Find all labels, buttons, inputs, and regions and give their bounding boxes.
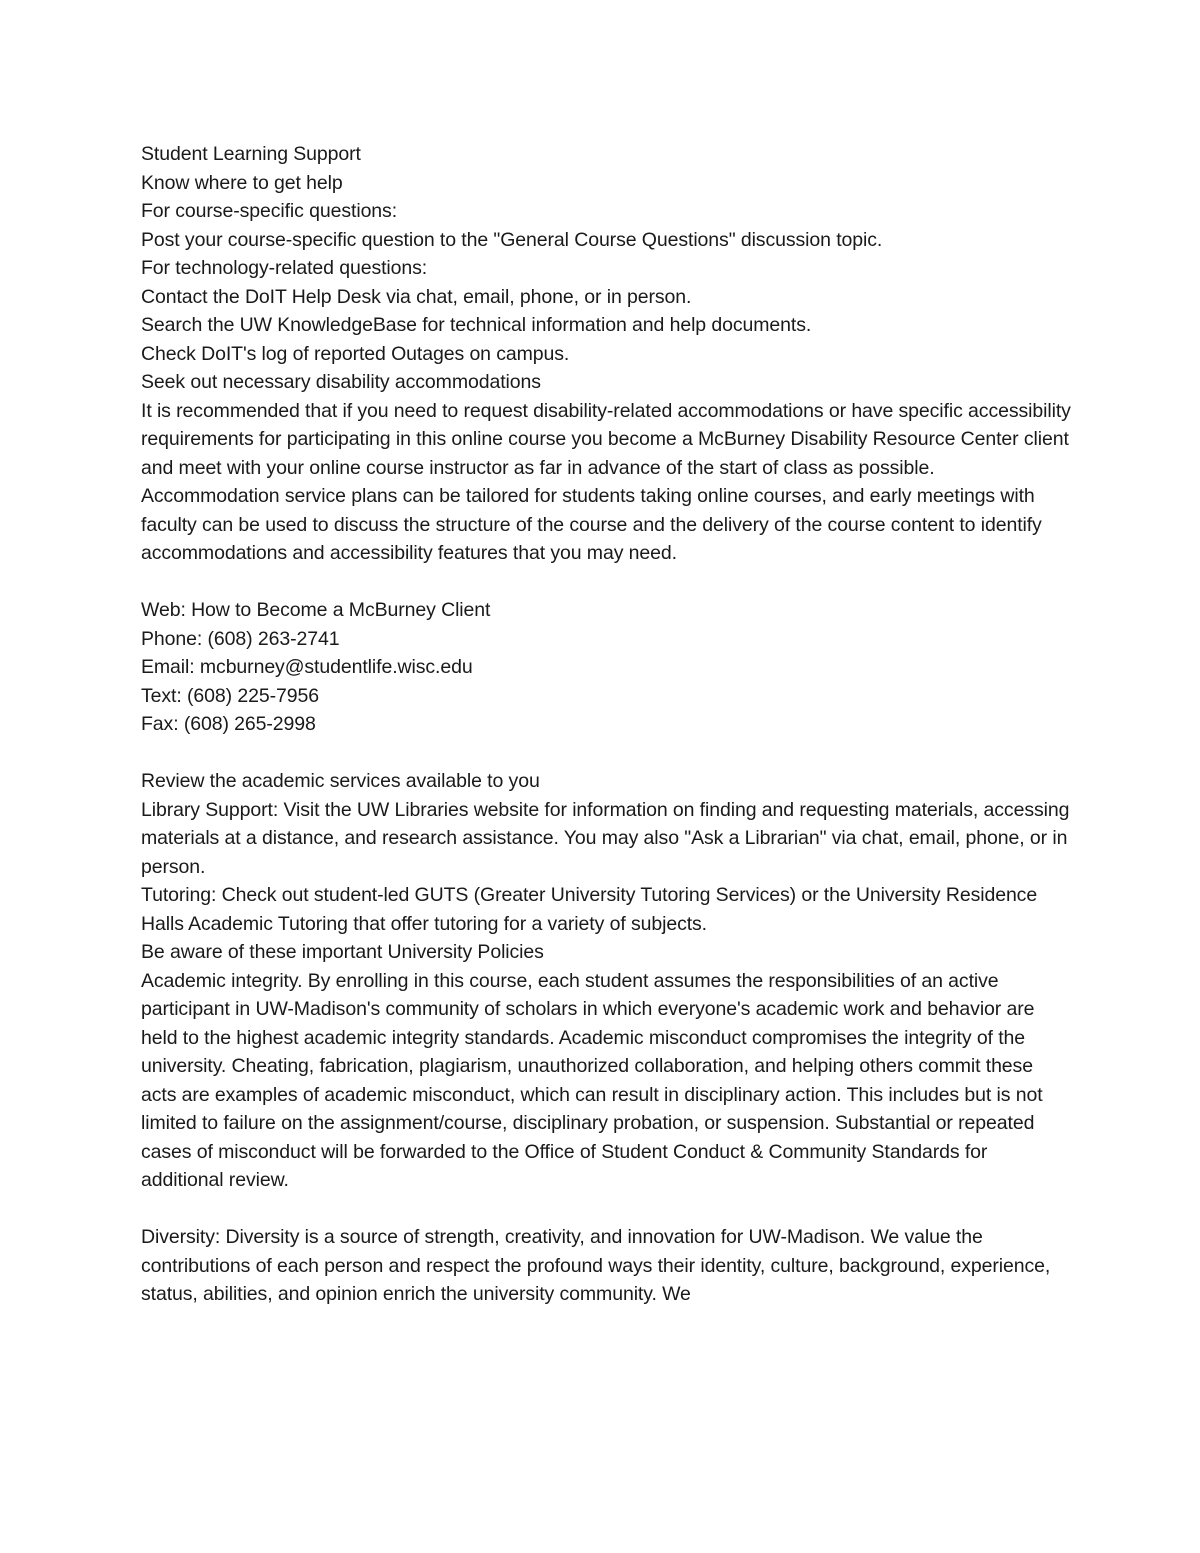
section-heading-get-help: Know where to get help xyxy=(141,171,343,194)
policies-heading: Be aware of these important University Policies xyxy=(141,941,544,963)
contact-web: Web: How to Become a McBurney Client xyxy=(141,599,491,621)
contact-phone: Phone: (608) 263-2741 xyxy=(141,627,340,650)
disability-heading: Seek out necessary disability accommodations xyxy=(141,371,541,393)
page-title: Student Learning Support xyxy=(141,143,361,165)
tutoring-paragraph: Tutoring: Check out student-led GUTS (Greater University Tutoring Services) or the University Residence Halls Academic Tutoring that offer tutoring for a variety of subjects. xyxy=(141,884,1038,935)
library-support-paragraph: Library Support: Visit the UW Libraries website for information on finding and requesting materials, accessing materials at a distance, and research assistance. You may also "Ask a Librarian" via chat, email, phone, or in person. xyxy=(141,798,1070,878)
course-specific-text: Post your course-specific question to the "General Course Questions" discussion topic. xyxy=(141,228,883,251)
paragraph-gap xyxy=(141,739,1071,768)
tech-outages-item: Check DoIT's log of reported Outages on campus. xyxy=(141,342,570,365)
course-specific-label: For course-specific questions: xyxy=(141,200,398,222)
disability-paragraph: It is recommended that if you need to request disability-related accommodations or have specific accessibility requirements for participating in this online course you become a McBurney Disability Resource Center client and meet with your online course instructor as far in advance of the start of class as possible. Accommodation service plans can be tailored for students taking online courses, and early meetings with faculty can be used to discuss the structure of the course and the delivery of the course content to identify accommodations and accessibility features that you may need. xyxy=(141,399,1071,564)
tech-knowledgebase-item: Search the UW KnowledgeBase for technical information and help documents. xyxy=(141,314,812,336)
diversity-paragraph: Diversity: Diversity is a source of strength, creativity, and innovation for UW-Madison. We value the contributions of each person and respect the profound ways their identity, culture, background, experience, status, abilities, and opinion enrich the university community. We xyxy=(141,1226,1051,1305)
paragraph-gap xyxy=(141,568,1071,597)
contact-email: Email: mcburney@studentlife.wisc.edu xyxy=(141,656,473,678)
academic-integrity-paragraph: Academic integrity. By enrolling in this course, each student assumes the responsibilities of an active participant in UW-Madison's community of scholars in which everyone's academic work and behavior are held to the highest academic integrity standards. Academic misconduct compromises the integrity of the university. Cheating, fabrication, plagiarism, unauthorized collaboration, and helping others commit these acts are examples of academic misconduct, which can result in disciplinary action. This includes but is not limited to failure on the assignment/course, disciplinary probation, or suspension. Substantial or repeated cases of misconduct will be forwarded to the Office of Student Conduct & Community Standards for additional review. xyxy=(141,969,1043,1191)
academic-services-heading: Review the academic services available to you xyxy=(141,770,540,792)
contact-text: Text: (608) 225-7956 xyxy=(141,684,319,707)
paragraph-gap xyxy=(141,1195,1071,1224)
tech-help-desk-item: Contact the DoIT Help Desk via chat, email, phone, or in person. xyxy=(141,285,692,308)
contact-fax: Fax: (608) 265-2998 xyxy=(141,713,316,735)
document-page xyxy=(141,140,1071,1309)
technology-label: For technology-related questions: xyxy=(141,257,428,279)
